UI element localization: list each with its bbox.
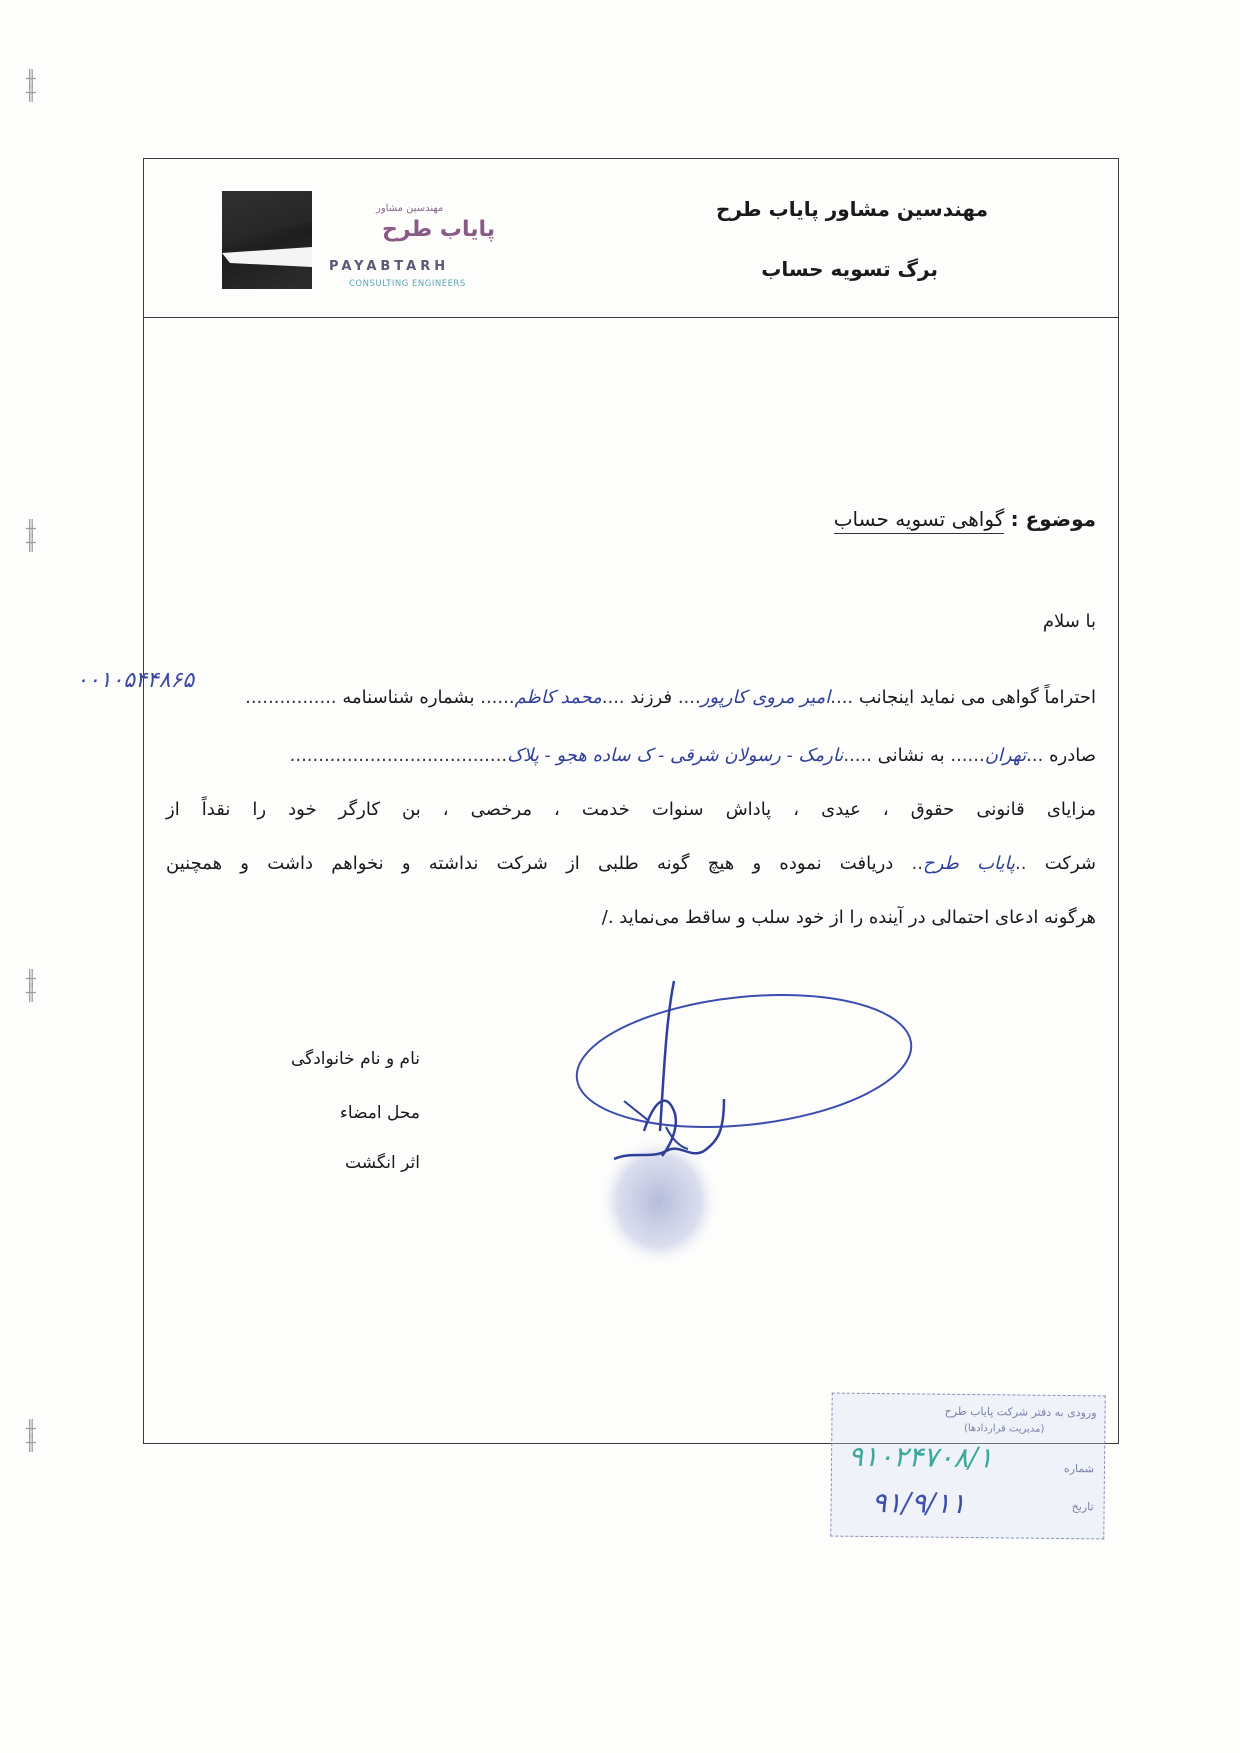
body-line-1: احتراماً گواهی می نماید اینجانب ....امیر مروی کارپور.... فرزند ....محمد کاظم...... بشماره شناسنامه ................ — [245, 687, 1096, 708]
handwritten-address: نارمک - رسولان شرقی - ک ساده هجو - پلاک — [507, 745, 844, 766]
binder-mark: ╫ ╫ — [26, 519, 36, 552]
form-title: برگ تسویه حساب — [761, 257, 938, 281]
stamp-number: ۹۱۰۲۴۷۰۸/۱ — [847, 1439, 994, 1475]
body-line-3: مزایای قانونی حقوق ، عیدی ، پاداش سنوات خدمت ، مرخصی ، بن کارگر خود را نقداً از — [166, 799, 1096, 820]
binder-mark: ╫ ╫ — [26, 1419, 36, 1452]
stamp-number-label: شماره — [1063, 1462, 1095, 1476]
body-text: شرکت — [1044, 853, 1096, 874]
body-text: دریافت نموده و هیچ گونه طلبی از شرکت نداشته و نخواهم داشت و همچنین — [166, 853, 894, 874]
document-frame — [143, 158, 1119, 1520]
subject-value: گواهی تسویه حساب — [834, 507, 1005, 534]
signature-label: محل امضاء — [339, 1103, 420, 1123]
handwritten-father-name: محمد کاظم — [514, 687, 602, 708]
registry-stamp — [830, 1393, 1105, 1540]
binder-mark: ╫ ╫ — [26, 69, 36, 102]
company-name: مهندسین مشاور پایاب طرح — [715, 197, 988, 221]
logo-name-en: PAYABTARH — [329, 259, 450, 274]
body-line-4: شرکت ..پایاب طرح.. دریافت نموده و هیچ گونه طلبی از شرکت نداشته و نخواهم داشت و همچنین — [166, 853, 1096, 874]
body-text: بشماره شناسنامه — [342, 687, 475, 708]
name-label: نام و نام خانوادگی — [290, 1049, 420, 1069]
body-line-5: هرگونه ادعای احتمالی در آینده را از خود سلب و ساقط می‌نماید ./ — [601, 907, 1096, 928]
handwritten-company: پایاب طرح — [922, 853, 1016, 874]
handwritten-city: تهران — [984, 745, 1027, 766]
body-line-2: صادره ...تهران...... به نشانی .....نارمک - رسولان شرقی - ک ساده هجو - پلاک...................................... — [289, 745, 1096, 766]
body-text: به نشانی — [877, 745, 945, 766]
logo-subtitle-fa: مهندسین مشاور — [376, 203, 444, 214]
logo-tagline-en: CONSULTING ENGINEERS — [349, 279, 466, 289]
handwritten-signature — [404, 981, 904, 1261]
stamp-date: ۹۱/۹/۱۱ — [871, 1485, 966, 1520]
header-divider — [144, 317, 1118, 318]
thumbprint-icon — [599, 1136, 719, 1266]
handwritten-name: امیر مروی کارپور — [700, 687, 831, 708]
stamp-subtitle: (مدیریت قراردادها) — [963, 1422, 1045, 1435]
body-text: فرزند — [630, 687, 673, 708]
company-logo-icon — [222, 191, 312, 289]
thumbprint-label: اثر انگشت — [345, 1153, 420, 1173]
handwritten-id-number: ۰۰۱۰۵۴۴۸۶۵ — [76, 668, 195, 693]
logo-name-fa: پایاب طرح — [382, 217, 496, 242]
subject-line — [834, 507, 1096, 531]
subject-label: موضوع : — [1010, 507, 1096, 531]
binder-mark: ╫ ╫ — [26, 969, 36, 1002]
stamp-date-label: تاریخ — [1071, 1500, 1094, 1514]
body-text: صادره — [1049, 745, 1096, 766]
stamp-title: ورودی به دفتر شرکت پایاب طرح — [944, 1404, 1097, 1420]
greeting: با سلام — [1042, 611, 1096, 632]
body-text: احتراماً گواهی می نماید اینجانب — [858, 687, 1096, 708]
